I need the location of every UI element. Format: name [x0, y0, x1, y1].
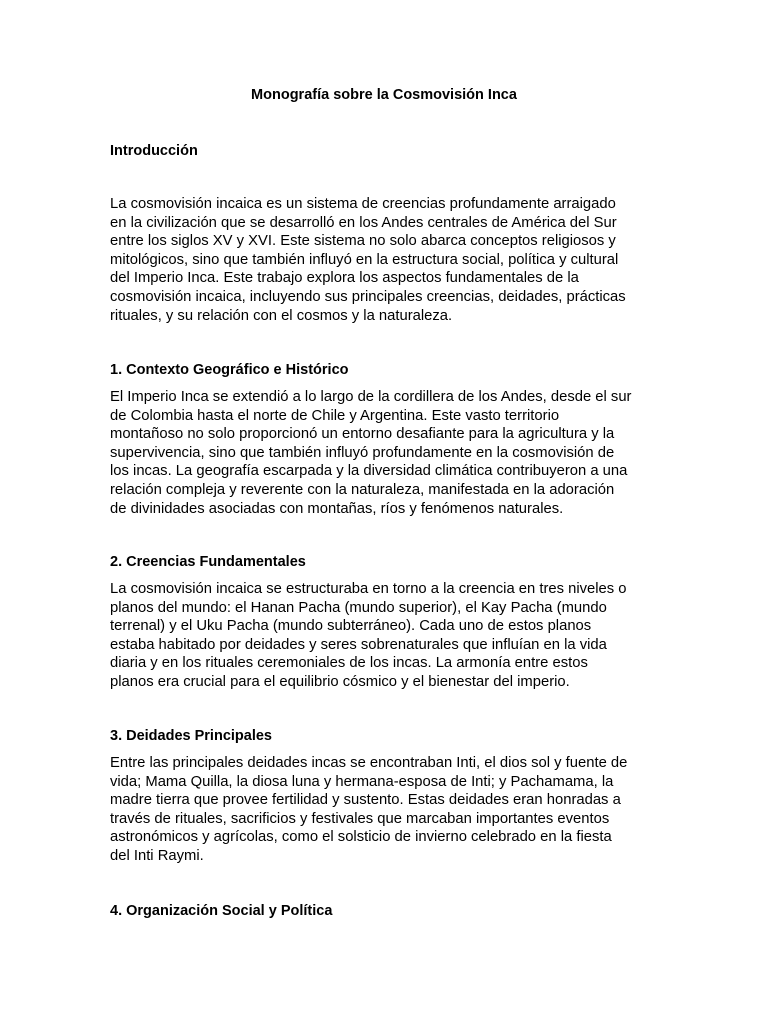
paragraph-line: El Imperio Inca se extendió a lo largo de la cordillera de los Andes, desde el sur: [110, 389, 632, 405]
paragraph-line: mitológicos, sino que también influyó en la estructura social, política y cultural: [110, 251, 619, 268]
paragraph-section-3: [110, 754, 660, 866]
paragraph-line: terrenal) y el Uku Pacha (mundo subterráneo). Cada uno de estos planos: [110, 618, 592, 635]
paragraph-line: astronómicos y agrícolas, como el solsticio de invierno celebrado en la fiesta: [110, 829, 612, 846]
paragraph-line: cosmovisión incaica, incluyendo sus principales creencias, deidades, prácticas: [110, 288, 626, 305]
paragraph-line: La cosmovisión incaica se estructuraba en torno a la creencia en tres niveles o: [110, 581, 627, 597]
paragraph-line: entre los siglos XV y XVI. Este sistema no solo abarca conceptos religiosos y: [110, 233, 616, 250]
paragraph-line: planos del mundo: el Hanan Pacha (mundo superior), el Kay Pacha (mundo: [110, 599, 607, 616]
paragraph-line: del Imperio Inca. Este trabajo explora los aspectos fundamentales de la: [110, 270, 579, 287]
paragraph-line: supervivencia, sino que también influyó profundamente en la cosmovisión de: [110, 444, 615, 461]
paragraph-line: planos era crucial para el equilibrio cósmico y el bienestar del imperio.: [110, 673, 570, 690]
paragraph-line: en la civilización que se desarrolló en los Andes centrales de América del Sur: [110, 214, 617, 231]
paragraph-line: relación compleja y reverente con la naturaleza, manifestada en la adoración: [110, 481, 615, 498]
paragraph-section-2: [110, 580, 660, 692]
document-title: Monografía sobre la Cosmovisión Inca: [251, 87, 517, 103]
paragraph-line: rituales, y su relación con el cosmos y la naturaleza.: [110, 307, 453, 324]
paragraph-section-1: [110, 388, 660, 518]
heading-introduccion: Introducción: [110, 143, 198, 159]
paragraph-line: través de rituales, sacrificios y festivales que marcaban importantes eventos: [110, 810, 610, 827]
heading-section-2: 2. Creencias Fundamentales: [110, 554, 306, 570]
paragraph-line: del Inti Raymi.: [110, 847, 204, 864]
paragraph-introduccion: [110, 195, 660, 325]
paragraph-line: montañoso no solo proporcionó un entorno desafiante para la agricultura y la: [110, 426, 615, 443]
heading-section-4: 4. Organización Social y Política: [110, 903, 333, 919]
heading-section-1: 1. Contexto Geográfico e Histórico: [110, 362, 349, 378]
paragraph-line: Entre las principales deidades incas se encontraban Inti, el dios sol y fuente de: [110, 755, 628, 771]
paragraph-line: los incas. La geografía escarpada y la diversidad climática contribuyeron a una: [110, 463, 628, 480]
paragraph-line: estaba habitado por deidades y seres sobrenaturales que influían en la vida: [110, 636, 607, 653]
paragraph-line: madre tierra que provee fertilidad y sustento. Estas deidades eran honradas a: [110, 792, 621, 809]
paragraph-line: vida; Mama Quilla, la diosa luna y hermana-esposa de Inti; y Pachamama, la: [110, 773, 614, 790]
paragraph-line: La cosmovisión incaica es un sistema de creencias profundamente arraigado: [110, 196, 616, 212]
paragraph-line: de divinidades asociadas con montañas, ríos y fenómenos naturales.: [110, 500, 564, 517]
paragraph-line: diaria y en los rituales ceremoniales de los incas. La armonía entre estos: [110, 655, 588, 672]
heading-section-3: 3. Deidades Principales: [110, 728, 272, 744]
paragraph-line: de Colombia hasta el norte de Chile y Argentina. Este vasto territorio: [110, 407, 560, 424]
